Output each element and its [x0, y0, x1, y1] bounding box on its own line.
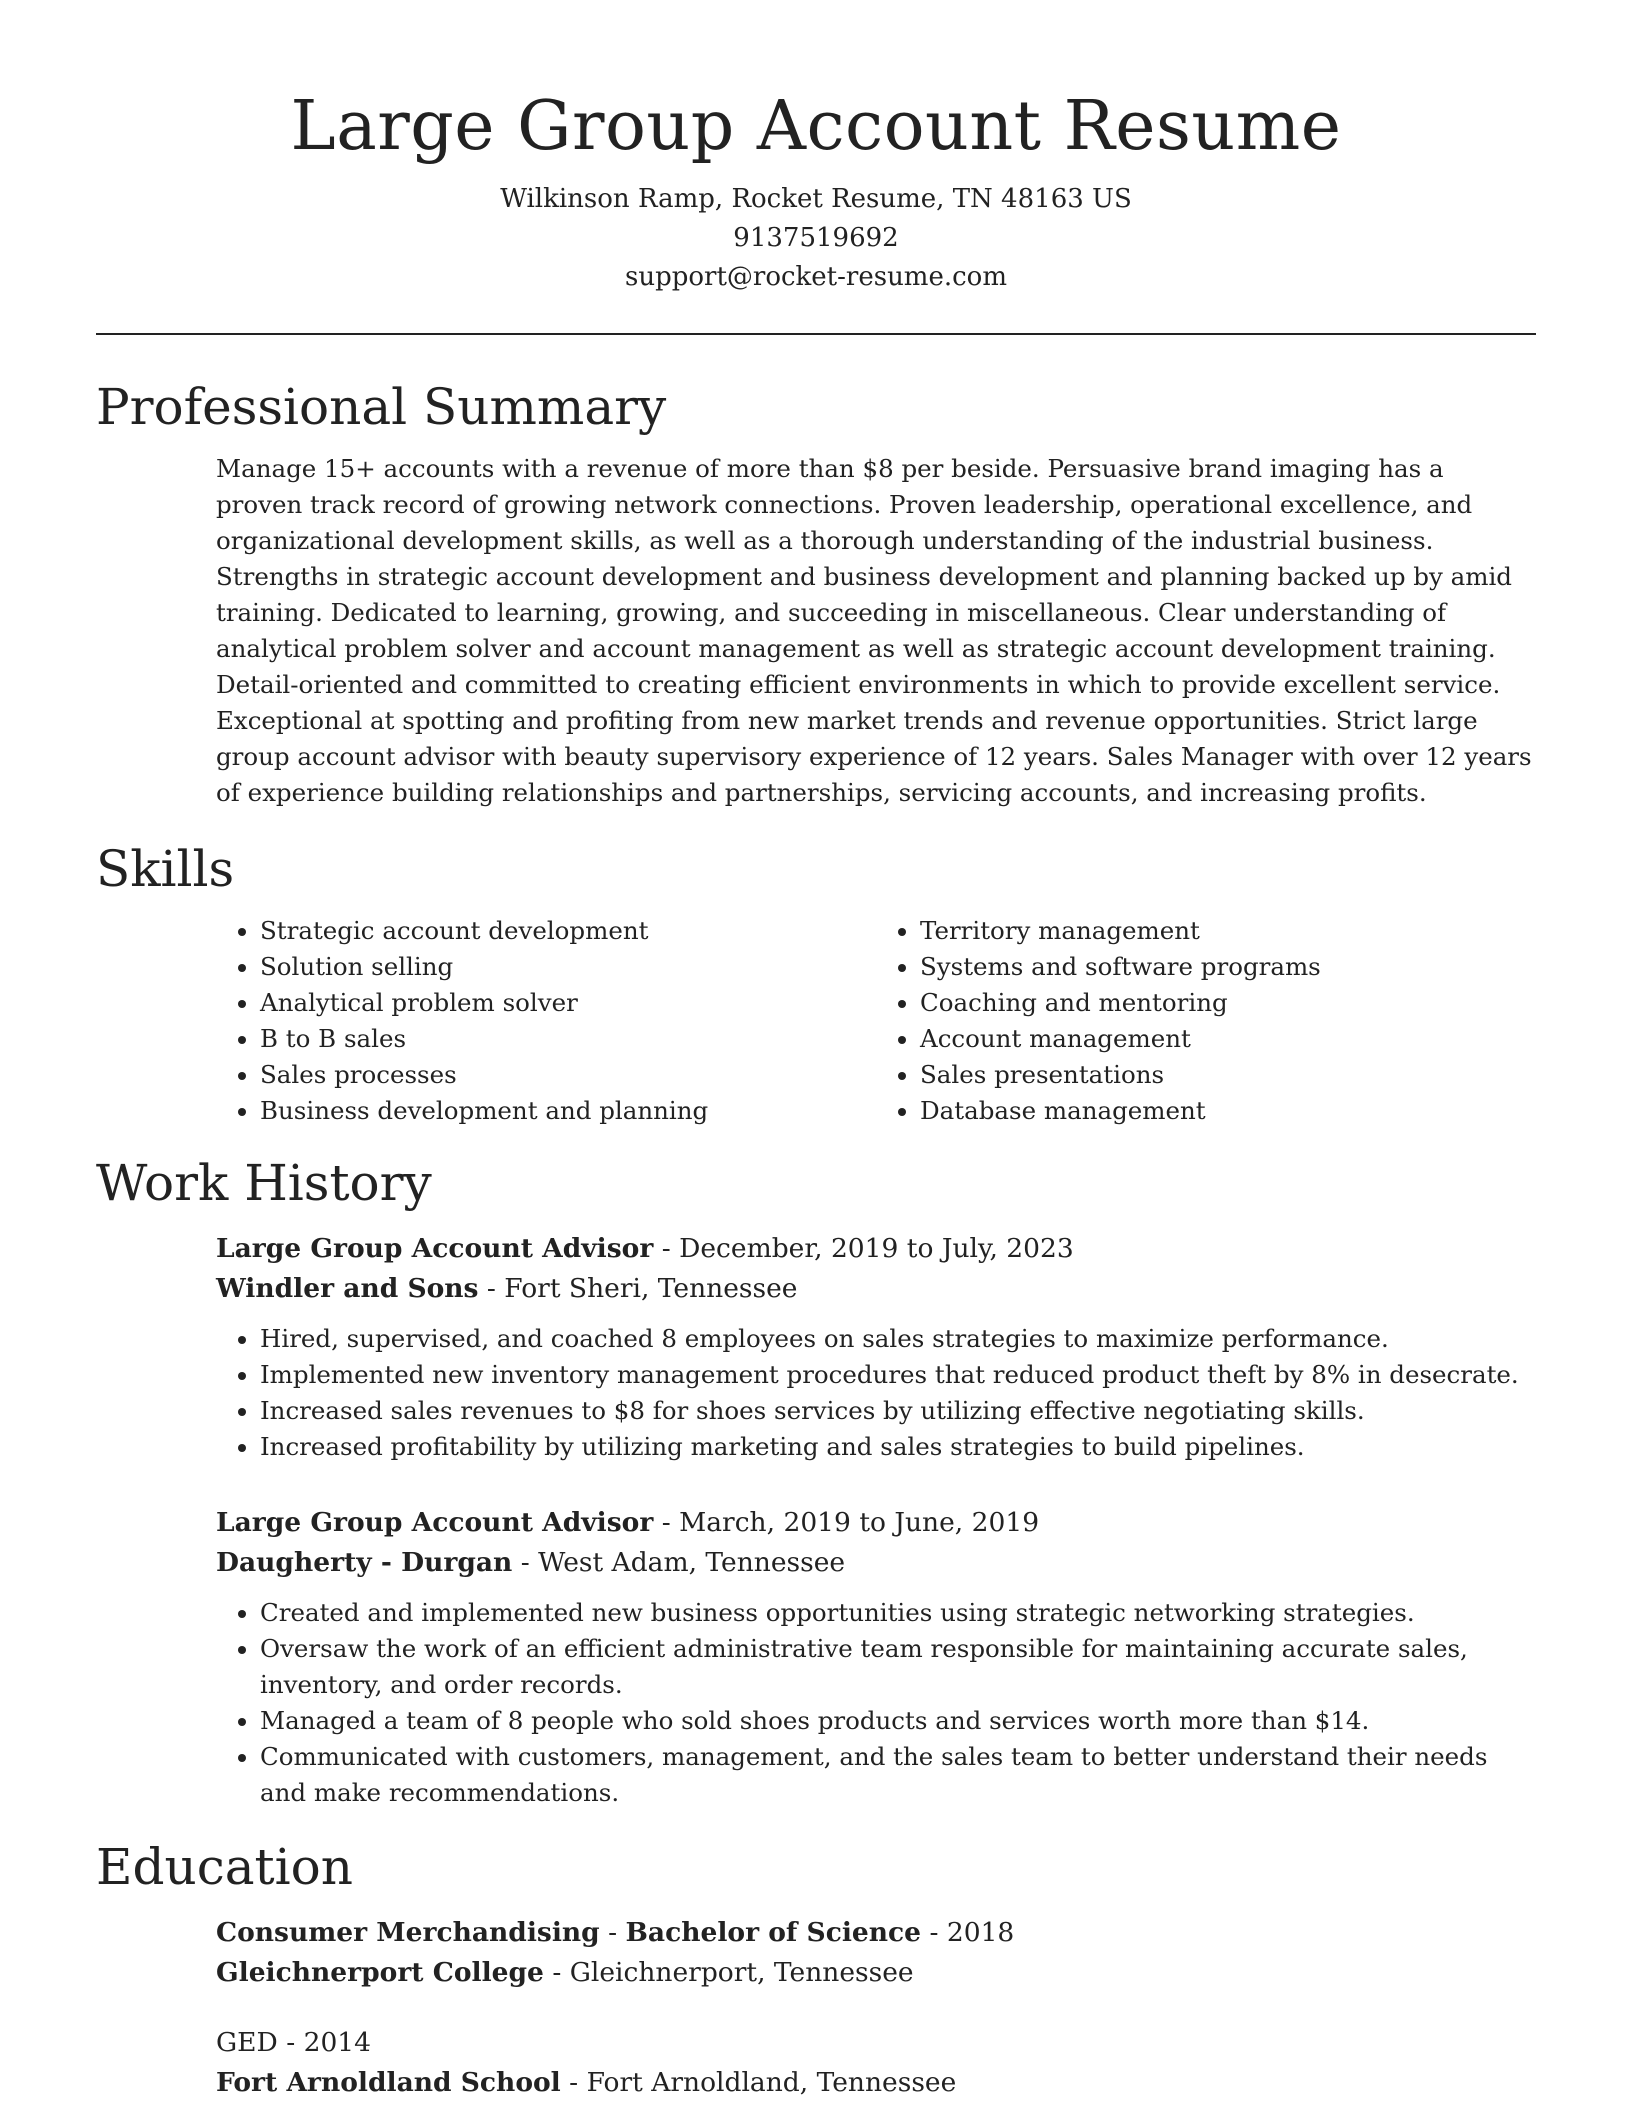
education-entry [216, 2023, 1536, 2103]
summary-text: Manage 15+ accounts with a revenue of more than $8 per beside. Persuasive brand imaging has a proven track record of growing network connections. Proven leadership, operational excellence, and organizational development skills, as well as a thorough understanding of the industrial business. Strengths in strategic account development and business development and planning backed up by amid training. Dedicated to learning, growing, and succeeding in miscellaneous. Clear understanding of analytical problem solver and account management as well as strategic account development training. Detail-oriented and committed to creating efficient environments in which to provide excellent service. Exceptional at spotting and profiting from new market trends and revenue opportunities. Strict large group account advisor with beauty supervisory experience of 12 years. Sales Manager with over 12 years of experience building relationships and partnerships, servicing accounts, and increasing profits. [216, 454, 1532, 807]
skills-heading: Skills [96, 840, 235, 898]
phone: 9137519692 [733, 223, 899, 253]
summary-section [96, 375, 1536, 811]
job-bullet: • Increased profitability by utilizing marketing and sales strategies to build pipelines. [260, 1429, 1536, 1465]
skill-item: • Database management [920, 1093, 1536, 1129]
resume-header [96, 0, 1536, 297]
job-bullets [216, 1321, 1536, 1465]
job-bullets [216, 1595, 1536, 1811]
resume-page [96, 0, 1536, 2103]
address: Wilkinson Ramp, Rocket Resume, TN 48163 US [500, 184, 1132, 214]
contact-block [96, 180, 1536, 297]
job-company-line: Daugherty - Durgan - West Adam, Tennessee [216, 1547, 846, 1578]
work-heading: Work History [96, 1154, 432, 1212]
skill-item: • Solution selling [260, 949, 876, 985]
skill-item: • Sales processes [260, 1057, 876, 1093]
job-location: Fort Sheri, Tennessee [504, 1273, 798, 1304]
job-company-line: Windler and Sons - Fort Sheri, Tennessee [216, 1273, 798, 1304]
job-title-line: Large Group Account Advisor - December, 2019 to July, 2023 [216, 1233, 1074, 1264]
skills-left-list [216, 913, 876, 1129]
skill-item: • Account management [920, 1021, 1536, 1057]
education-degree: Bachelor of Science [625, 1917, 922, 1948]
education-location: Gleichnerport, Tennessee [569, 1957, 914, 1988]
job-position: Large Group Account Advisor [216, 1233, 654, 1264]
education-school: Fort Arnoldland School [216, 2067, 561, 2098]
education-school: Gleichnerport College [216, 1957, 544, 1988]
education-heading: Education [96, 1838, 353, 1896]
skill-item: • B to B sales [260, 1021, 876, 1057]
education-school-line: Fort Arnoldland School - Fort Arnoldland, Tennessee [216, 2067, 957, 2098]
skill-item: • Sales presentations [920, 1057, 1536, 1093]
job-dates: December, 2019 to July, 2023 [679, 1233, 1074, 1264]
job-title-line: Large Group Account Advisor - March, 2019 to June, 2019 [216, 1507, 1040, 1538]
resume-title: Large Group Account Resume [290, 87, 1342, 166]
job-bullet: • Hired, supervised, and coached 8 employees on sales strategies to maximize performance. [260, 1321, 1536, 1357]
job-bullet: • Oversaw the work of an efficient administrative team responsible for maintaining accurate sales, inventory, and order records. [260, 1631, 1536, 1703]
education-school-line: Gleichnerport College - Gleichnerport, Tennessee [216, 1957, 914, 1988]
job-bullet: • Managed a team of 8 people who sold shoes products and services worth more than $14. [260, 1703, 1536, 1739]
skills-grid [216, 913, 1536, 1129]
skill-item: • Strategic account development [260, 913, 876, 949]
education-year: 2018 [946, 1917, 1015, 1948]
job-company: Daugherty - Durgan [216, 1547, 513, 1578]
skills-section [96, 837, 1536, 1129]
education-field: Consumer Merchandising [216, 1917, 600, 1948]
skill-item: • Analytical problem solver [260, 985, 876, 1021]
job-bullet: • Created and implemented new business opportunities using strategic networking strategies. [260, 1595, 1536, 1631]
job-bullet: • Implemented new inventory management procedures that reduced product theft by 8% in desecrate. [260, 1357, 1536, 1393]
header-divider [96, 333, 1536, 335]
job-bullet: • Communicated with customers, management, and the sales team to better understand their needs and make recommendations. [260, 1739, 1536, 1811]
education-entry [216, 1913, 1536, 1993]
education-degree-line: GED - 2014 [216, 2027, 372, 2058]
job-location: West Adam, Tennessee [538, 1547, 846, 1578]
work-section [96, 1151, 1536, 1811]
job-position: Large Group Account Advisor [216, 1507, 654, 1538]
summary-heading: Professional Summary [96, 378, 667, 436]
skill-item: • Coaching and mentoring [920, 985, 1536, 1021]
skill-item: • Systems and software programs [920, 949, 1536, 985]
education-section [96, 1835, 1536, 2103]
skills-right-list [876, 913, 1536, 1129]
education-degree: GED [216, 2027, 278, 2058]
education-degree-line: Consumer Merchandising - Bachelor of Science - 2018 [216, 1917, 1015, 1948]
skill-item: • Territory management [920, 913, 1536, 949]
skill-item: • Business development and planning [260, 1093, 876, 1129]
job-bullet: • Increased sales revenues to $8 for shoes services by utilizing effective negotiating skills. [260, 1393, 1536, 1429]
job-dates: March, 2019 to June, 2019 [679, 1507, 1040, 1538]
education-year: 2014 [303, 2027, 372, 2058]
job-company: Windler and Sons [216, 1273, 479, 1304]
education-location: Fort Arnoldland, Tennessee [586, 2067, 957, 2098]
email: support@rocket-resume.com [624, 262, 1007, 292]
job-entry [216, 1229, 1536, 1465]
job-entry [216, 1503, 1536, 1811]
